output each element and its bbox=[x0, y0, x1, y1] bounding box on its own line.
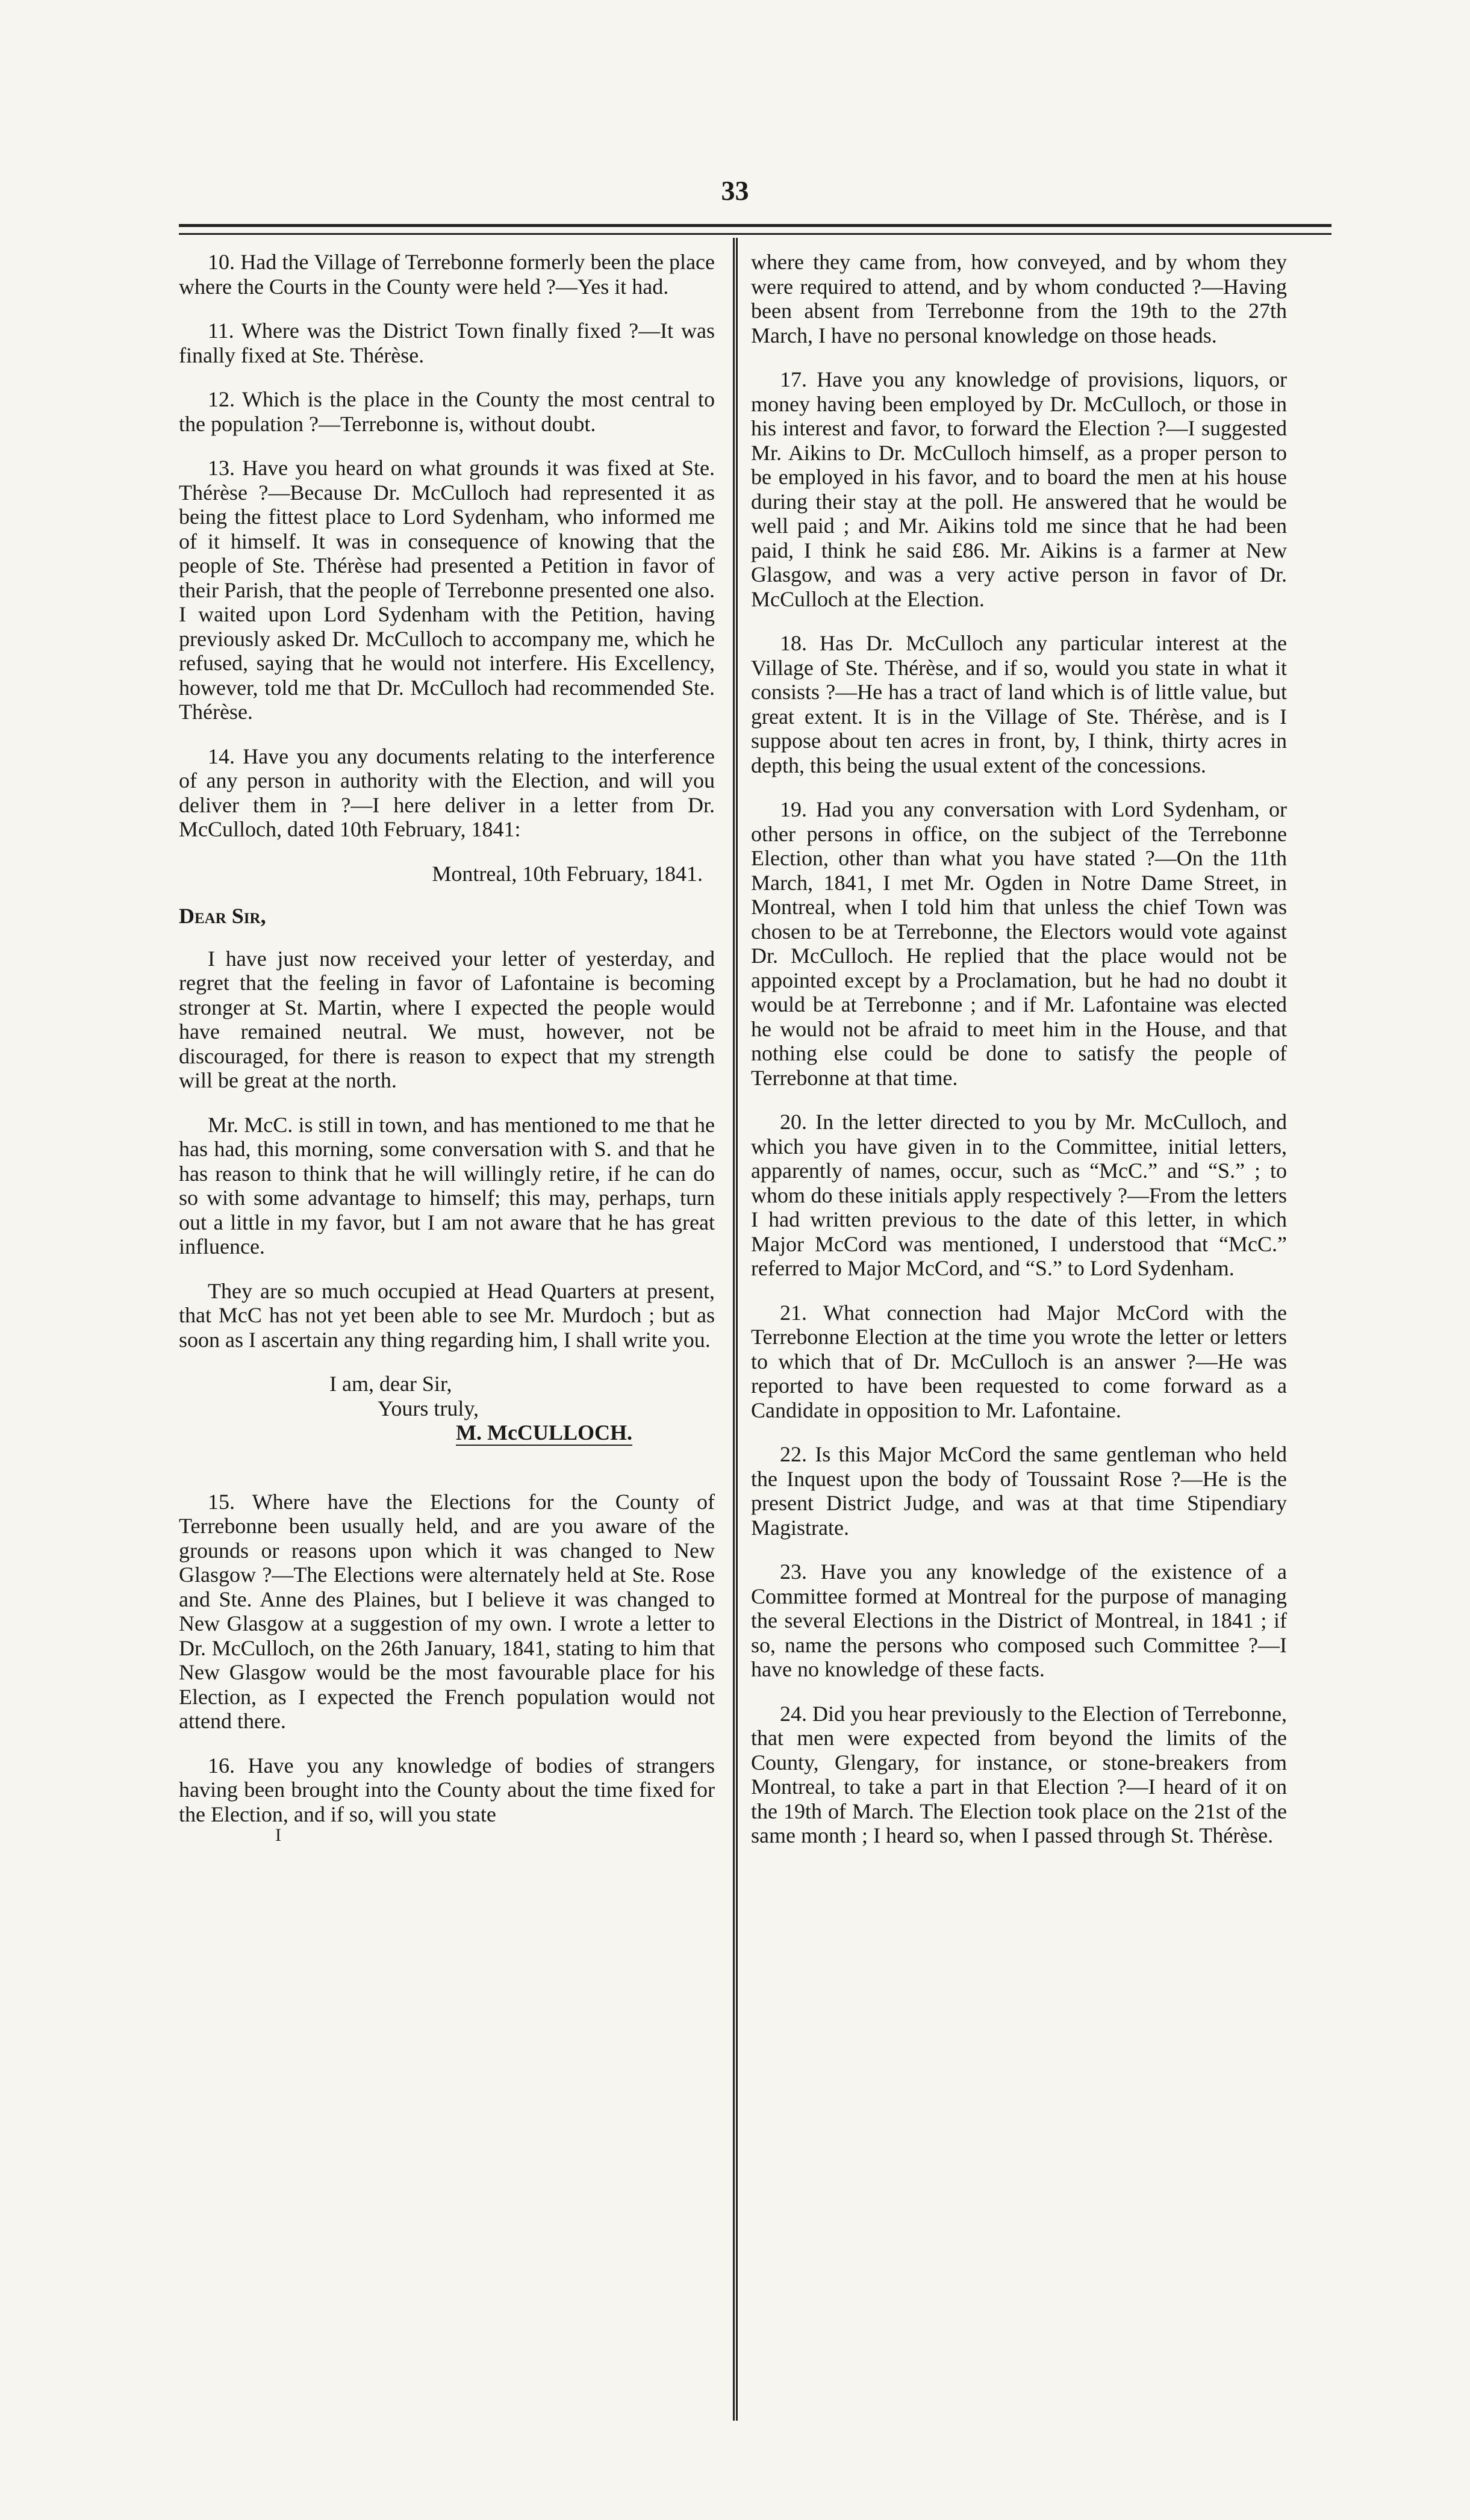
signature-name: M. McCULLOCH. bbox=[456, 1420, 632, 1445]
left-column bbox=[179, 250, 715, 1844]
question-11: 11. Where was the District Town finally fixed ?—It was finally fixed at Ste. Thérèse. bbox=[179, 319, 715, 367]
question-16-continued: where they came from, how conveyed, and by whom they were required to attend, and by whom conducted ?—Having been absent from Terrebonne from the 19th to the 27th March, I have no personal knowledge on those heads. bbox=[751, 250, 1287, 347]
question-12: 12. Which is the place in the County the most central to the population ?—Terrebonne is, without doubt. bbox=[179, 387, 715, 436]
question-18: 18. Has Dr. McCulloch any particular interest at the Village of Ste. Thérèse, and if so, would you state in what it consists ?—He has a tract of land which is of little value, but great extent. It is in the Village of Ste. Thérèse, and is I suppose about ten acres in front, by, I think, thirty acres in depth, this being the usual extent of the concessions. bbox=[751, 631, 1287, 777]
question-14: 14. Have you any documents relating to the interference of any person in authority with the Election, and will you deliver them in ?—I here deliver in a letter from Dr. McCulloch, dated 10th February, 1841: bbox=[179, 744, 715, 841]
question-10: 10. Had the Village of Terrebonne formerly been the place where the Courts in the County were held ?—Yes it had. bbox=[179, 250, 715, 299]
question-17: 17. Have you any knowledge of provisions, liquors, or money having been employed by Dr. McCulloch, or those in his interest and favor, to forward the Election ?—I suggested Mr. Aikins to Dr. McCulloch himself, as a proper person to be employed in his favor, and to board the men at his house during their stay at the poll. He answered that he would be well paid ; and Mr. Aikins told me since that he had been paid, I think he said £86. Mr. Aikins is a farmer at New Glasgow, and was a very active person in favor of Dr. McCulloch at the Election. bbox=[751, 367, 1287, 611]
letter-paragraph: I have just now received your letter of yesterday, and regret that the feeling in favor of Lafontaine is becoming stronger at St. Martin, where I expected the people would have remained neutral. We must, however, not be discouraged, for there is reason to expect that my strength will be great at the north. bbox=[179, 946, 715, 1092]
page-number: 33 bbox=[721, 175, 749, 206]
question-15: 15. Where have the Elections for the County of Terrebonne been usually held, and are you aware of the grounds or reasons upon which it was changed to New Glasgow ?—The Elections were alternately held at Ste. Rose and Ste. Anne des Plaines, but I believe it was changed to New Glasgow at a suggestion of my own. I wrote a letter to Dr. McCulloch, on the 26th January, 1841, stating to him that New Glasgow would be the most favourable place for his Election, as I expected the French population would not attend there. bbox=[179, 1489, 715, 1733]
signature-mark: I bbox=[275, 1825, 281, 1845]
header-rule bbox=[179, 224, 1331, 235]
letter-closing-2: Yours truly, bbox=[378, 1396, 479, 1420]
question-23: 23. Have you any knowledge of the existence of a Committee formed at Montreal for the purpose of managing the several Elections in the District of Montreal, in 1841 ; if so, name the persons who composed such Committee ?—I have no knowledge of these facts. bbox=[751, 1560, 1287, 1681]
question-22: 22. Is this Major McCord the same gentleman who held the Inquest upon the body of Toussaint Rose ?—He is the present District Judge, and was at that time Stipendiary Magistrate. bbox=[751, 1442, 1287, 1540]
question-16: 16. Have you any knowledge of bodies of strangers having been brought into the County about the time fixed for the Election, and if so, will you state bbox=[179, 1753, 715, 1826]
letter-paragraph: They are so much occupied at Head Quarters at present, that McC has not yet been able to see Mr. Murdoch ; but as soon as I ascertain any thing regarding him, I shall write you. bbox=[179, 1278, 715, 1352]
letter-paragraph: Mr. McC. is still in town, and has mentioned to me that he has had, this morning, some conversation with S. and that he has reason to think that he will willingly retire, if he can do so with some advantage to himself; this may, perhaps, turn out a little in my favor, but I am not aware that he has great influence. bbox=[179, 1112, 715, 1258]
question-21: 21. What connection had Major McCord with the Terrebonne Election at the time you wrote the letter or letters to which that of Dr. McCulloch is an answer ?—He was reported to have been requested to come forward as a Candidate in opposition to Mr. Lafontaine. bbox=[751, 1300, 1287, 1422]
question-19: 19. Had you any conversation with Lord Sydenham, or other persons in office, on the subject of the Terrebonne Election, other than what you have stated ?—On the 11th March, 1841, I met Mr. Ogden in Notre Dame Street, in Montreal, when I told him that unless the chief Town was chosen to be at Terrebonne, the Electors would vote against Dr. McCulloch. He replied that the place would not be appointed except by a Proclamation, but he had no doubt it would be at Terrebonne ; and if Mr. Lafontaine was elected he would not be afraid to meet him in the House, and that nothing else could be done to satisfy the people of Terrebonne at that time. bbox=[751, 797, 1287, 1090]
right-column bbox=[751, 250, 1287, 1868]
question-13: 13. Have you heard on what grounds it was fixed at Ste. Thérèse ?—Because Dr. McCulloch had represented it as being the fittest place to Lord Sydenham, who informed me of it himself. It was in consequence of knowing that the people of Ste. Thérèse had presented a Petition in favor of their Parish, that the people of Terrebonne presented one also. I waited upon Lord Sydenham with the Petition, having previously asked Dr. McCulloch to accompany me, which he refused, saying that he would not interfere. His Excellency, however, told me that Dr. McCulloch had recommended Ste. Thérèse. bbox=[179, 456, 715, 724]
question-24: 24. Did you hear previously to the Election of Terrebonne, that men were expected from beyond the limits of the County, Glengary, for instance, or stone-breakers from Montreal, to take a part in that Election ?—I heard of it on the 19th of March. The Election took place on the 21st of the same month ; I heard so, when I passed through St. Thérèse. bbox=[751, 1701, 1287, 1847]
letter-salutation: Dear Sir, bbox=[179, 904, 266, 928]
letter-date: Montreal, 10th February, 1841. bbox=[432, 861, 703, 886]
question-20: 20. In the letter directed to you by Mr. McCulloch, and which you have given in to the Committee, initial letters, apparently of names, occur, such as “McC.” and “S.” ; to whom do these initials apply respectively ?—From the letters I had written previous to the date of this letter, in which Major McCord was mentioned, I understood that “McC.” referred to Major McCord, and “S.” to Lord Sydenham. bbox=[751, 1110, 1287, 1280]
quoted-letter bbox=[179, 862, 715, 1445]
letter-closing: I am, dear Sir, bbox=[329, 1372, 452, 1396]
letter-signature bbox=[179, 1420, 715, 1445]
column-divider bbox=[733, 238, 738, 2421]
